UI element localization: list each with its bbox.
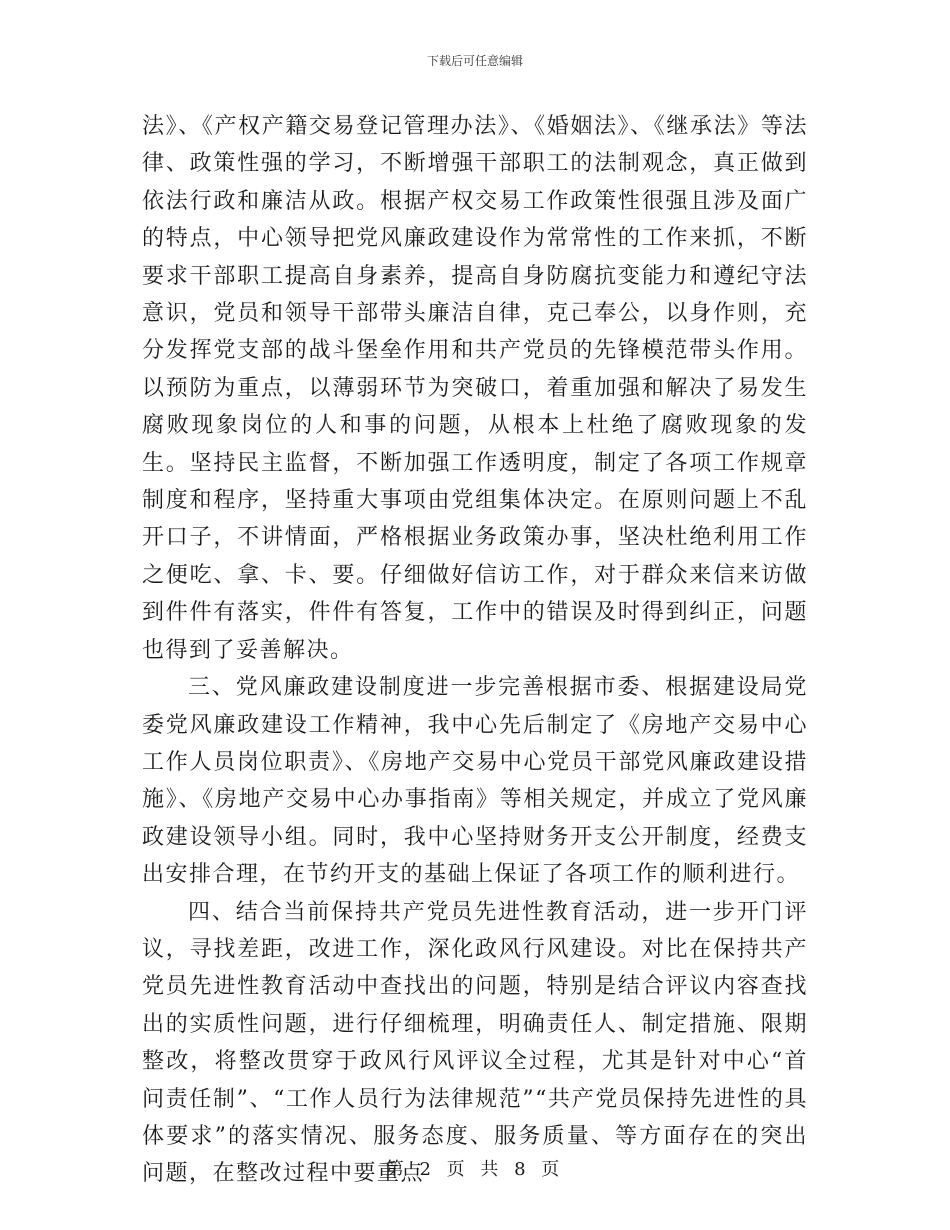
page-number: 第 2 页 共 8 页	[385, 1159, 565, 1180]
body-text	[142, 108, 808, 1193]
paragraph-2: 三、党风廉政建设制度进一步完善根据市委、根据建设局党委党风廉政建设工作精神，我中心先后制定了《房地产交易中心工作人员岗位职责》、《房地产交易中心党员干部党风廉政建设措施》、《房地产交易中心办事指南》等相关规定，并成立了党风廉政建设领导小组。同时，我中心坚持财务开支公开制度，经费支出安排合理，在节约开支的基础上保证了各项工作的顺利进行。	[142, 675, 808, 888]
page-header: 下载后可任意编辑	[426, 54, 523, 68]
paragraph-1: 法》、《产权产籍交易登记管理办法》、《婚姻法》、《继承法》等法律、政策性强的学习，不断增强干部职工的法制观念，真正做到依法行政和廉洁从政。根据产权交易工作政策性很强且涉及面广的特点，中心领导把党风廉政建设作为常常性的工作来抓，不断要求干部职工提高自身素养，提高自身防腐抗变能力和遵纪守法意识，党员和领导干部带头廉洁自律，克己奉公，以身作则，充分发挥党支部的战斗堡垒作用和共产党员的先锋模范带头作用。以预防为重点，以薄弱环节为突破口，着重加强和解决了易发生腐败现象岗位的人和事的问题，从根本上杜绝了腐败现象的发生。坚持民主监督，不断加强工作透明度，制定了各项工作规章制度和程序，坚持重大事项由党组集体决定。在原则问题上不乱开口子，不讲情面，严格根据业务政策办事，坚决杜绝利用工作之便吃、拿、卡、要。仔细做好信访工作，对于群众来信来访做到件件有落实，件件有答复，工作中的错误及时得到纠正，问题也得到了妥善解决。	[142, 114, 808, 663]
paragraph-3: 四、结合当前保持共产党员先进性教育活动，进一步开门评议，寻找差距，改进工作，深化政风行风建设。对比在保持共产党员先进性教育活动中查找出的问题，特别是结合评议内容查找出的实质性问题，进行仔细梳理，明确责任人、制定措施、限期整改，将整改贯穿于政风行风评议全过程，尤其是针对中心“首问责任制”、“工作人员行为法律规范”“共产党员保持先进性的具体要求”的落实情况、服务态度、服务质量、等方面存在的突出问题，在整改过程中要重点	[142, 899, 808, 1187]
